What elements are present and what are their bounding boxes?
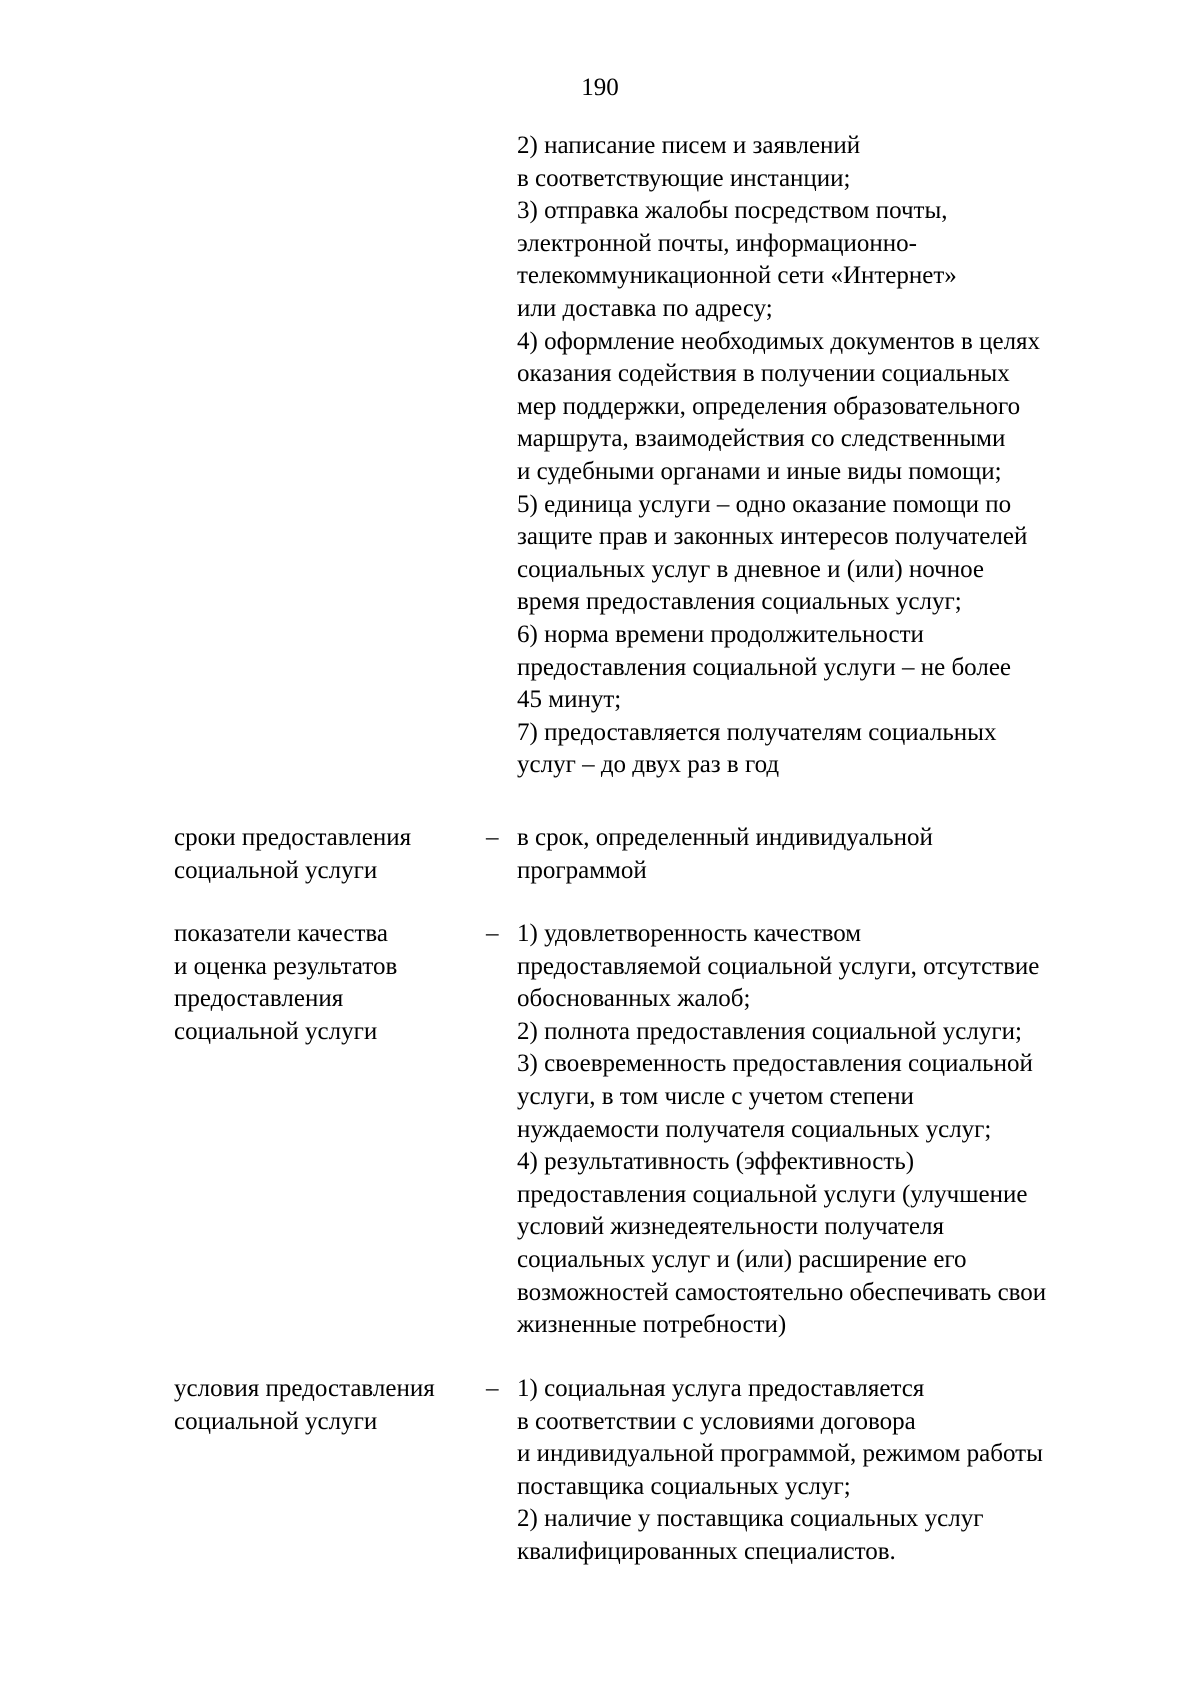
text-line: 7) предоставляется получателям социальных — [517, 718, 997, 746]
text-line: 6) норма времени продолжительности — [517, 620, 924, 648]
text-line: маршрута, взаимодействия со следственными — [517, 425, 1006, 453]
text-line: мер поддержки, определения образовательного — [517, 392, 1021, 420]
text-line: или доставка по адресу; — [517, 294, 773, 322]
dash-separator: – — [486, 824, 499, 851]
text-line: телекоммуникационной сети «Интернет» — [517, 262, 957, 290]
value-line: программой — [517, 856, 647, 884]
value-line: 2) наличие у поставщика социальных услуг — [517, 1505, 984, 1533]
term-deadlines — [174, 822, 474, 887]
continuation-text — [517, 130, 1137, 782]
value-line: 4) результативность (эффективность) — [517, 1148, 915, 1176]
text-line: 2) написание писем и заявлений — [517, 132, 861, 159]
value-line: предоставляемой социальной услуги, отсутствие — [517, 952, 1040, 980]
term-conditions — [174, 1373, 474, 1438]
dash-separator: – — [486, 1375, 499, 1402]
value-line: поставщика социальных услуг; — [517, 1472, 851, 1500]
text-line: 5) единица услуги – одно оказание помощи по — [517, 490, 1012, 518]
text-line: 45 минут; — [517, 686, 622, 714]
value-line: жизненные потребности) — [517, 1311, 787, 1339]
value-line: социальных услуг и (или) расширение его — [517, 1245, 967, 1273]
value-line: 1) удовлетворенность качеством — [517, 920, 862, 947]
value-quality-indicators — [517, 918, 1137, 1342]
term-line: предоставления — [174, 985, 344, 1013]
value-conditions — [517, 1373, 1137, 1569]
term-line: условия предоставления — [174, 1375, 435, 1402]
term-line: показатели качества — [174, 920, 388, 947]
value-line: 1) социальная услуга предоставляется — [517, 1375, 925, 1402]
term-line: социальной услуги — [174, 1407, 378, 1435]
text-line: оказания содействия в получении социальных — [517, 360, 1010, 388]
value-line: в срок, определенный индивидуальной — [517, 824, 933, 851]
value-line: нуждаемости получателя социальных услуг; — [517, 1115, 992, 1143]
page-number: 190 — [581, 74, 619, 101]
text-line: предоставления социальной услуги – не более — [517, 653, 1012, 681]
text-line: в соответствующие инстанции; — [517, 164, 851, 192]
term-quality-indicators — [174, 918, 474, 1048]
term-line: социальной услуги — [174, 1017, 378, 1045]
text-line: время предоставления социальных услуг; — [517, 588, 962, 616]
value-line: услуги, в том числе с учетом степени — [517, 1082, 914, 1110]
text-line: и судебными органами и иные виды помощи; — [517, 457, 1002, 485]
value-line: квалифицированных специалистов. — [517, 1537, 896, 1565]
text-line: услуг – до двух раз в год — [517, 751, 780, 779]
value-line: предоставления социальной услуги (улучшение — [517, 1180, 1028, 1208]
value-line: 2) полнота предоставления социальной услуги; — [517, 1017, 1022, 1045]
text-line: 4) оформление необходимых документов в целях — [517, 327, 1041, 355]
text-line: защите прав и законных интересов получателей — [517, 523, 1028, 551]
value-deadlines — [517, 822, 1137, 887]
value-line: возможностей самостоятельно обеспечивать свои — [517, 1278, 1047, 1306]
term-line: социальной услуги — [174, 856, 378, 884]
value-line: 3) своевременность предоставления социальной — [517, 1050, 1033, 1078]
text-line: электронной почты, информационно- — [517, 229, 917, 257]
value-line: и индивидуальной программой, режимом работы — [517, 1440, 1043, 1468]
term-line: и оценка результатов — [174, 952, 398, 980]
value-line: условий жизнедеятельности получателя — [517, 1213, 944, 1241]
value-line: обоснованных жалоб; — [517, 985, 751, 1013]
text-line: социальных услуг в дневное и (или) ночное — [517, 555, 984, 583]
term-line: сроки предоставления — [174, 824, 412, 851]
dash-separator: – — [486, 920, 499, 947]
value-line: в соответствии с условиями договора — [517, 1407, 916, 1435]
text-line: 3) отправка жалобы посредством почты, — [517, 197, 948, 225]
